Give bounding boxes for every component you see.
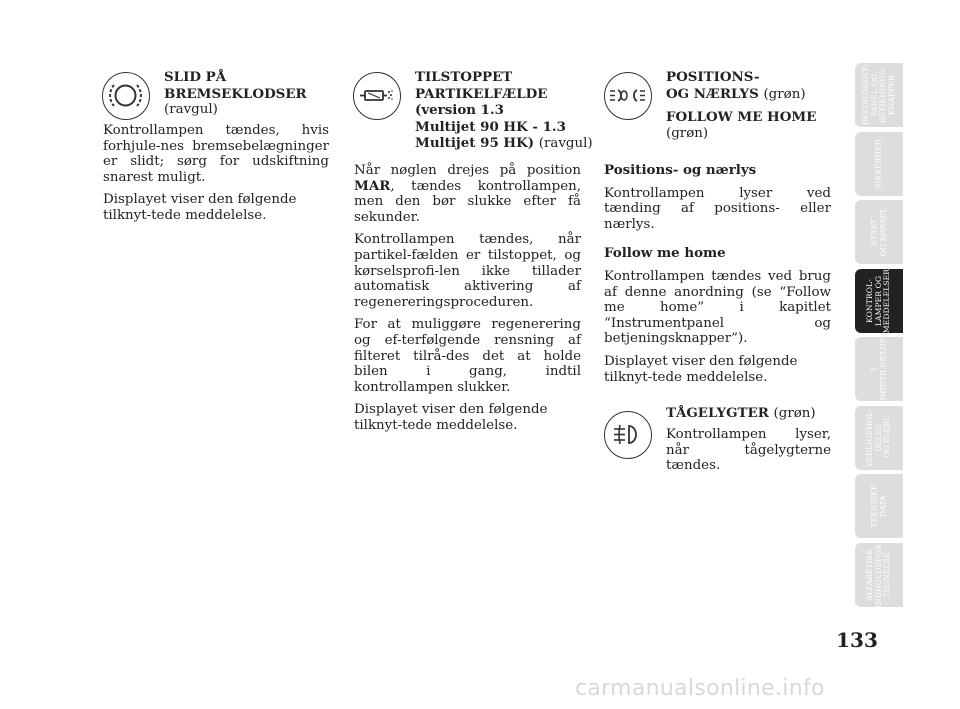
tab-vedligeholdelse[interactable]: VEDLIGEHOL- DELSE OG PLEJE — [855, 406, 903, 470]
color-label: (ravgul) — [538, 136, 593, 151]
paragraph: Kontrollampen tændes ved brug af denne anordning (se “Follow me home” i kapitlet “Instrumentpanel og betjeningsknapper”). — [604, 268, 831, 347]
section-title: BREMSEKLODSER — [164, 85, 307, 102]
section-title: FOLLOW ME HOME — [666, 109, 817, 125]
section-title: (version 1.3 — [415, 102, 504, 118]
paragraph: Displayet viser den følgende tilknyt-tede meddelelse. — [354, 402, 548, 433]
paragraph: Displayet viser den følgende tilknyt-tede meddelelse. — [604, 353, 798, 385]
particulate-filter-icon — [353, 72, 401, 120]
color-label: (grøn) — [666, 125, 709, 141]
tab-start-og-korsel[interactable]: START OG KØRSEL — [855, 200, 903, 264]
tab-instrumentpanel[interactable]: INSTRUMENT- PANEL OG BETJENINGS- KNAPPER — [855, 63, 903, 127]
paragraph: For at muliggøre regenerering og ef-terfølgende rensning af filteret tilrå-des det at holde bilen i gang, indtil kontrollampen slukker. — [354, 317, 581, 395]
color-label: (grøn) — [773, 406, 816, 421]
chapter-tabs — [855, 63, 903, 611]
section-title: TILSTOPPET — [415, 69, 513, 85]
fog-light-icon — [604, 411, 652, 459]
tab-i-nodtilfaelde[interactable]: I NØDTILFÆLDE — [855, 337, 903, 401]
section-title: Multijet 90 HK - 1.3 — [415, 118, 566, 135]
tab-kontrollamper[interactable]: KONTROL- LAMPER OG MEDDELELSER — [855, 269, 903, 333]
section-title: OG NÆRLYS — [666, 85, 759, 102]
section-title: Multijet 95 HK) — [415, 135, 535, 151]
paragraph: Kontrollampen lyser ved tænding af positions- eller nærlys. — [604, 185, 831, 232]
section-title: POSITIONS- — [666, 69, 760, 85]
paragraph: Displayet viser den følgende tilknyt-tede meddelelse. — [103, 192, 297, 223]
color-label: (grøn) — [763, 86, 806, 102]
paragraph: Når nøglen drejes på position MAR, tændes kontrollampen, men den bør slukke efter få sekunder. — [354, 163, 581, 225]
section-title: PARTIKELFÆLDE — [415, 85, 548, 102]
section-title: TÅGELYGTER — [666, 405, 769, 421]
brake-pad-wear-icon — [102, 72, 150, 120]
tab-tekniske-data[interactable]: TEKNISKE DATA — [855, 474, 903, 538]
subheading: Positions- og nærlys — [604, 162, 757, 178]
position-lights-icon — [604, 72, 652, 120]
paragraph: Kontrollampen tændes, hvis forhjule-nes bremsebelægninger er slidt; sørg for udskiftning snarest muligt. — [103, 123, 329, 185]
color-label: (ravgul) — [164, 102, 218, 117]
paragraph: Kontrollampen tændes, når partikel-fælden er tilstoppet, og kørselsprofi-len ikke tillader automatisk aktivering af regenereringsproceduren. — [354, 232, 581, 310]
tab-alfabetisk[interactable]: ALFABETISK INDHOLDSFOR- TEGNELSE — [855, 543, 903, 607]
tab-sikkerhed[interactable]: SIKKERHED — [855, 132, 903, 196]
section-title: SLID PÅ — [164, 69, 227, 85]
watermark: carmanualsonline.info — [575, 676, 825, 701]
paragraph: Kontrollampen lyser, når tågelygterne tændes. — [666, 427, 831, 474]
page-number: 133 — [836, 628, 878, 652]
subheading: Follow me home — [604, 245, 726, 262]
